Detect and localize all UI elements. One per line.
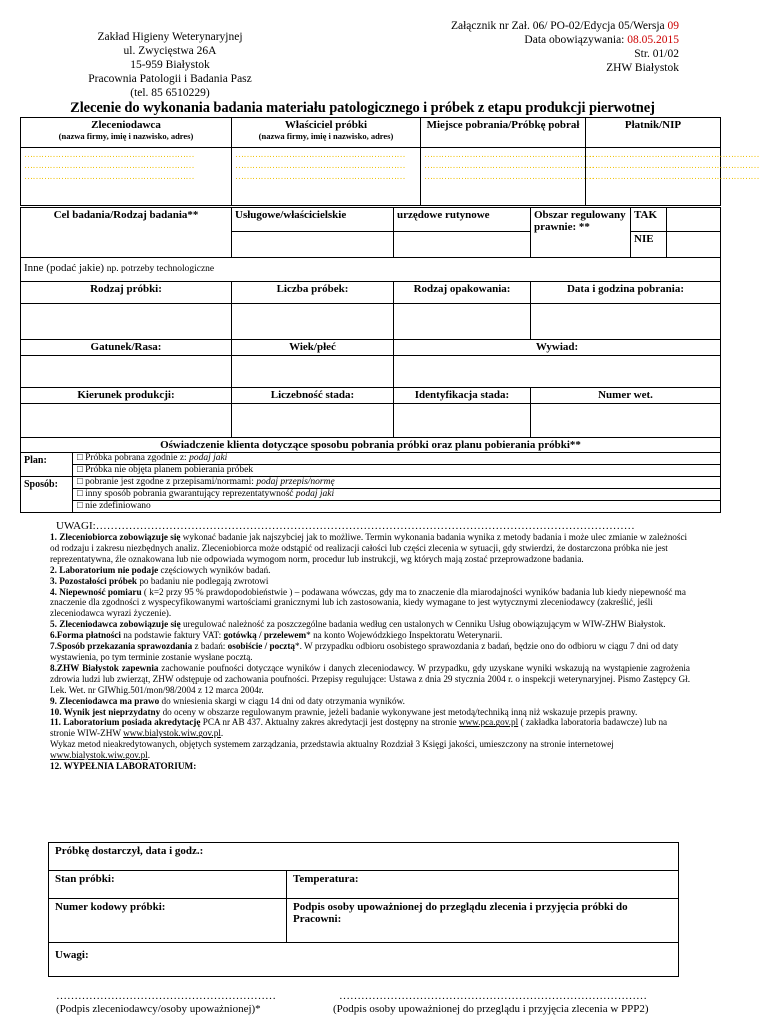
note-lead: 2. Laboratorium nie podaje [50,564,159,575]
remarks-field[interactable]: Uwagi: [49,943,679,977]
temperature-field[interactable]: Temperatura: [287,871,679,899]
valid-date: 08.05.2015 [627,34,679,46]
dots: …………………………………………………… [235,171,405,181]
purpose-table [20,207,721,282]
address-line: Pracownia Patologii i Badania Pasz [88,73,252,85]
state-field[interactable]: Stan próbki: [49,871,287,899]
note-lead: 5. Zleceniodawca zobowiązuje się [50,619,181,630]
page-number: Str. 01/02 [634,48,679,60]
place-field[interactable] [421,148,594,206]
plan-options [73,453,721,477]
payer-field[interactable] [586,148,759,206]
sample-count-field[interactable] [232,304,394,340]
method-label: Sposób: [21,477,73,513]
other-label: Inne (podać jakie) [24,262,105,274]
note-text: *. W przypadku odbioru osobistego sprawozdania z badań, będzie ono do odbioru w ciągu 7 dni od daty wystawienia, po tym terminie zostanie wysłane pocztą. [50,641,679,662]
note-item [50,630,690,641]
history-field[interactable] [394,356,721,388]
dots: …………………………………………………… [235,160,405,170]
notes-section [50,520,690,772]
sample-kind-label: Rodzaj próbki: [21,282,232,304]
herd-size-label: Liczebność stada: [232,388,394,404]
address-line: 15-959 Białystok [130,59,210,71]
datetime-field[interactable] [531,304,721,340]
packaging-field[interactable] [394,304,531,340]
note-text: do wniesienia skargi w ciągu 14 dni od daty otrzymania wyników. [159,695,405,706]
note-lead: 6.Forma płatności [50,630,121,641]
note-item [50,739,690,761]
sample-table [20,281,721,438]
note-text: * na konto Wojewódzkiego Inspektoratu Weterynarii. [306,630,503,641]
declaration-title: Oświadczenie klienta dotyczące sposobu pobrania próbki oraz planu pobierania próbki** [21,438,721,453]
lab-table [48,842,679,977]
note-text: ( zakładka laboratoria badawcze) lub na stronie WIW-ZHW [50,717,668,739]
note-item [50,663,690,696]
note-text: częściowych wyników badań. [158,564,271,575]
signature-line[interactable]: ………………………………………………………………………… [339,990,647,1002]
note-text: uregulować należność za poszczególne badania według cen ustalonych w Cenniku Usług obowiązującym w WIW-ZHW Białystok. [180,619,666,630]
note-text: . [147,750,151,761]
age-field[interactable] [232,356,394,388]
declaration-table [20,437,721,513]
note-text: PCA nr AB 437. Aktualny zakres akredytacji jest dostępny na stronie [200,717,459,728]
valid-line [349,33,679,47]
delivered-field[interactable]: Próbkę dostarczył, data i godz.: [49,843,679,871]
address-line: ul. Zwycięstwa 26A [123,45,217,57]
document-meta [349,19,679,75]
code-field[interactable]: Numer kodowy próbki: [49,899,287,943]
place-header: Miejsce pobrania/Próbkę pobrał [421,118,586,148]
herd-id-field[interactable] [394,404,531,438]
plan-option-text: □ Próbka nie objęta planem pobierania próbek [77,465,254,475]
note-text: z badań: [192,641,228,652]
purpose-label: Cel badania/Rodzaj badania** [21,208,232,258]
herd-size-field[interactable] [232,404,394,438]
wiw-link[interactable]: www.bialystok.wiw.gov.pl [50,750,148,761]
note-text: po badaniu nie podlegają zwrotowi [137,575,269,586]
dots: …………………………………………………… [24,171,194,181]
signature-line[interactable]: …………………………………………………… [56,990,276,1002]
note-lead: 7.Sposób przekazania sprawozdania [50,641,193,652]
attachment-prefix: Załącznik nr Zał. 06/ PO-02/Edycja 05/Wersja [450,20,668,32]
wiw-link[interactable]: www.bialystok.wiw.gov.pl [123,728,221,739]
note-lead: 1. Zleceniobiorca zobowiązuje się [50,532,181,542]
regulated-label: Obszar regulowany prawnie: ** [531,208,631,258]
note-item [50,565,690,576]
species-label: Gatunek/Rasa: [21,340,232,356]
note-item [50,619,690,630]
note-item [50,696,690,707]
delivery-choice[interactable]: osobiście / pocztą [227,641,296,652]
note-lead: 10. Wynik jest nieprzydatny [50,706,161,717]
dots: …………………………………………………… [589,171,759,181]
age-label: Wiek/płeć [232,340,394,356]
history-label: Wywiad: [394,340,721,356]
datetime-label: Data i godzina pobrania: [531,282,721,304]
payer-header: Płatnik/NIP [586,118,721,148]
species-field[interactable] [21,356,232,388]
signature-label: (Podpis osoby upoważnionej do przeglądu i przyjęcia zlecenia w PPP2) [333,1003,649,1015]
lab-address [40,30,300,100]
direction-label: Kierunek produkcji: [21,388,232,404]
client-subtitle: (nazwa firmy, imię i nazwisko, adres) [58,131,194,141]
attachment-version: 09 [667,20,679,32]
note-item [50,707,690,718]
method-option-text: □ pobranie jest zgodne z przepisami/normami: [77,477,257,487]
note-lead: 9. Zleceniodawca ma prawo [50,695,160,706]
method-option-text: □ inny sposób pobrania gwarantujący reprezentatywność [77,489,296,499]
lab-section-heading: 12. WYPEŁNIA LABORATORIUM: [50,761,197,772]
note-item [50,641,690,663]
form-title: Zlecenie do wykonania badania materiału patologicznego i próbek z etapu produkcji pierwotnej [70,100,655,116]
yes-label: TAK [631,208,667,232]
note-text: do oceny w obszarze regulowanym prawnie, jeżeli badanie wykonywane jest metodą/techniką inną niż wskazuje przepis prawny. [160,706,638,717]
note-lead: 8.ZHW Białystok zapewnia [50,662,159,673]
payment-choice[interactable]: gotówką / przelewem [223,630,307,641]
note-text: . [220,728,224,739]
method-option-hint: podaj przepis/normę [256,477,335,487]
dots: …………………………………………………… [424,149,594,159]
method-option-norm[interactable] [73,477,720,489]
note-text: ( k=2 przy 95 % prawdopodobieństwie ) – podawana wówczas, gdy ma to znaczenie dla miarodajności wyników badania lub kiedy niepewność ma znaczenie dla zgodności z wyspecyfikowanymi wartościami granicznymi lub ich zastosowania, kiedy wymagane to jest wytycznymi zleceniodawcy (zakreślić, jeśli zleceniodawca wyrazi życzenie). [50,586,686,619]
address-line: Zakład Higieny Weterynaryjnej [97,31,243,43]
client-title: Zleceniodawca [91,119,161,131]
method-option-undefined[interactable] [73,501,720,512]
dots: …………………………………………………… [24,160,194,170]
signature-label: (Podpis zleceniodawcy/osoby upoważnionej)* [56,1003,261,1015]
client-signature [56,990,316,1016]
client-field[interactable] [21,148,232,206]
method-options [73,477,721,513]
other-purpose-field[interactable] [21,258,721,282]
dots: …………………………………………………… [24,149,194,159]
note-lead: 11. Laboratorium posiada akredytację [50,717,201,728]
plan-option-hint: podaj jaki [189,453,228,463]
note-item [50,761,690,772]
yes-box[interactable] [667,208,721,232]
sample-count-label: Liczba próbek: [232,282,394,304]
no-label: NIE [631,232,667,258]
vet-no-label: Numer wet. [531,388,721,404]
plan-label: Plan: [21,453,73,477]
note-text: wykonać badanie jak najszybciej jak to możliwe. Termin wykonania badania wynika z metody badania i może ulec zmianie w zależności od rodzaju i zakresu niezbędnych analiz. Zleceniobiorca może odstąpić od realizacji całości lub części zlecenia w sytuacji, gdy stwierdzi, że dostarczona próbka nie jest reprezentatywna, źle oznakowana lub nie odpowiada wymogom norm, procedur lub instrukcji, wg których mają zostać przeprowadzone badania. [50,532,688,564]
dots: …………………………………………………… [424,171,594,181]
parties-table [20,117,759,206]
packaging-label: Rodzaj opakowania: [394,282,531,304]
owner-header [232,118,421,148]
service-label: Usługowe/właścicielskie [232,208,394,232]
direction-field[interactable] [21,404,232,438]
owner-field[interactable] [232,148,421,206]
note-item [50,576,690,587]
address-line: (tel. 85 6510229) [130,87,210,99]
org-name: ZHW Białystok [606,62,679,74]
dots: …………………………………………………… [235,149,405,159]
note-text: na podstawie faktury VAT: [120,630,224,641]
note-text: zachowanie poufności dotyczące wyników i danych zleceniodawcy. W przypadku, gdy uzyskane wyniki wskazują na wystąpienie zagrożenia zdrowia ludzi lub zwierząt, ZHW odstępuje od zachowania poufności. Przepisy regulujące: Ustawa z dnia 29 stycznia 2004 r. o inspekcji weterynaryjnej. Pismo Zastępcy Gł. Lek. Wet. nr GIWhig.501/mon/98/2004 z 12 marca 2004r. [50,662,690,695]
note-item [50,717,690,739]
method-option-other[interactable] [73,489,720,501]
herd-id-label: Identyfikacja stada: [394,388,531,404]
notes-heading: UWAGI:………………………………………………………………………………………………………………………………… [56,520,635,532]
authorized-field[interactable]: Podpis osoby upoważnionej do przeglądu zlecenia i przyjęcia próbki do Pracowni: [287,899,679,943]
note-item [50,532,690,565]
note-item [50,587,690,620]
plan-option-not-covered[interactable] [73,465,720,476]
other-value: np. potrzeby technologiczne [106,264,215,274]
plan-option-sampled[interactable] [73,453,720,465]
dots: …………………………………………………… [424,160,594,170]
method-option-text: □ nie zdefiniowano [77,501,151,511]
sample-kind-field[interactable] [21,304,232,340]
dots: …………………………………………………… [589,149,759,159]
note-lead: 3. Pozostałości próbek [50,575,138,586]
owner-subtitle: (nazwa firmy, imię i nazwisko, adres) [258,131,394,141]
no-box[interactable] [667,232,721,258]
method-option-hint: podaj jaki [295,489,335,499]
plan-option-text: □ Próbka pobrana zgodnie z: [77,453,190,463]
dots: …………………………………………………… [589,160,759,170]
service-box[interactable] [232,232,394,258]
note-lead: 4. Niepewność pomiaru [50,586,142,597]
note-text: Wykaz metod nieakredytowanych, objętych systemem zarządzania, przedstawia aktualny Rozdział 3 Księgi jakości, umieszczony na stronie internetowej [50,739,614,750]
lab-signature [333,990,723,1016]
pca-link[interactable]: www.pca.gov.pl [458,717,519,728]
official-box[interactable] [394,232,531,258]
owner-title: Właściciel próbki [284,119,368,131]
valid-prefix: Data obowiązywania: [524,34,628,46]
client-header [21,118,232,148]
attachment-line [349,19,679,33]
vet-no-field[interactable] [531,404,721,438]
official-label: urzędowe rutynowe [394,208,531,232]
